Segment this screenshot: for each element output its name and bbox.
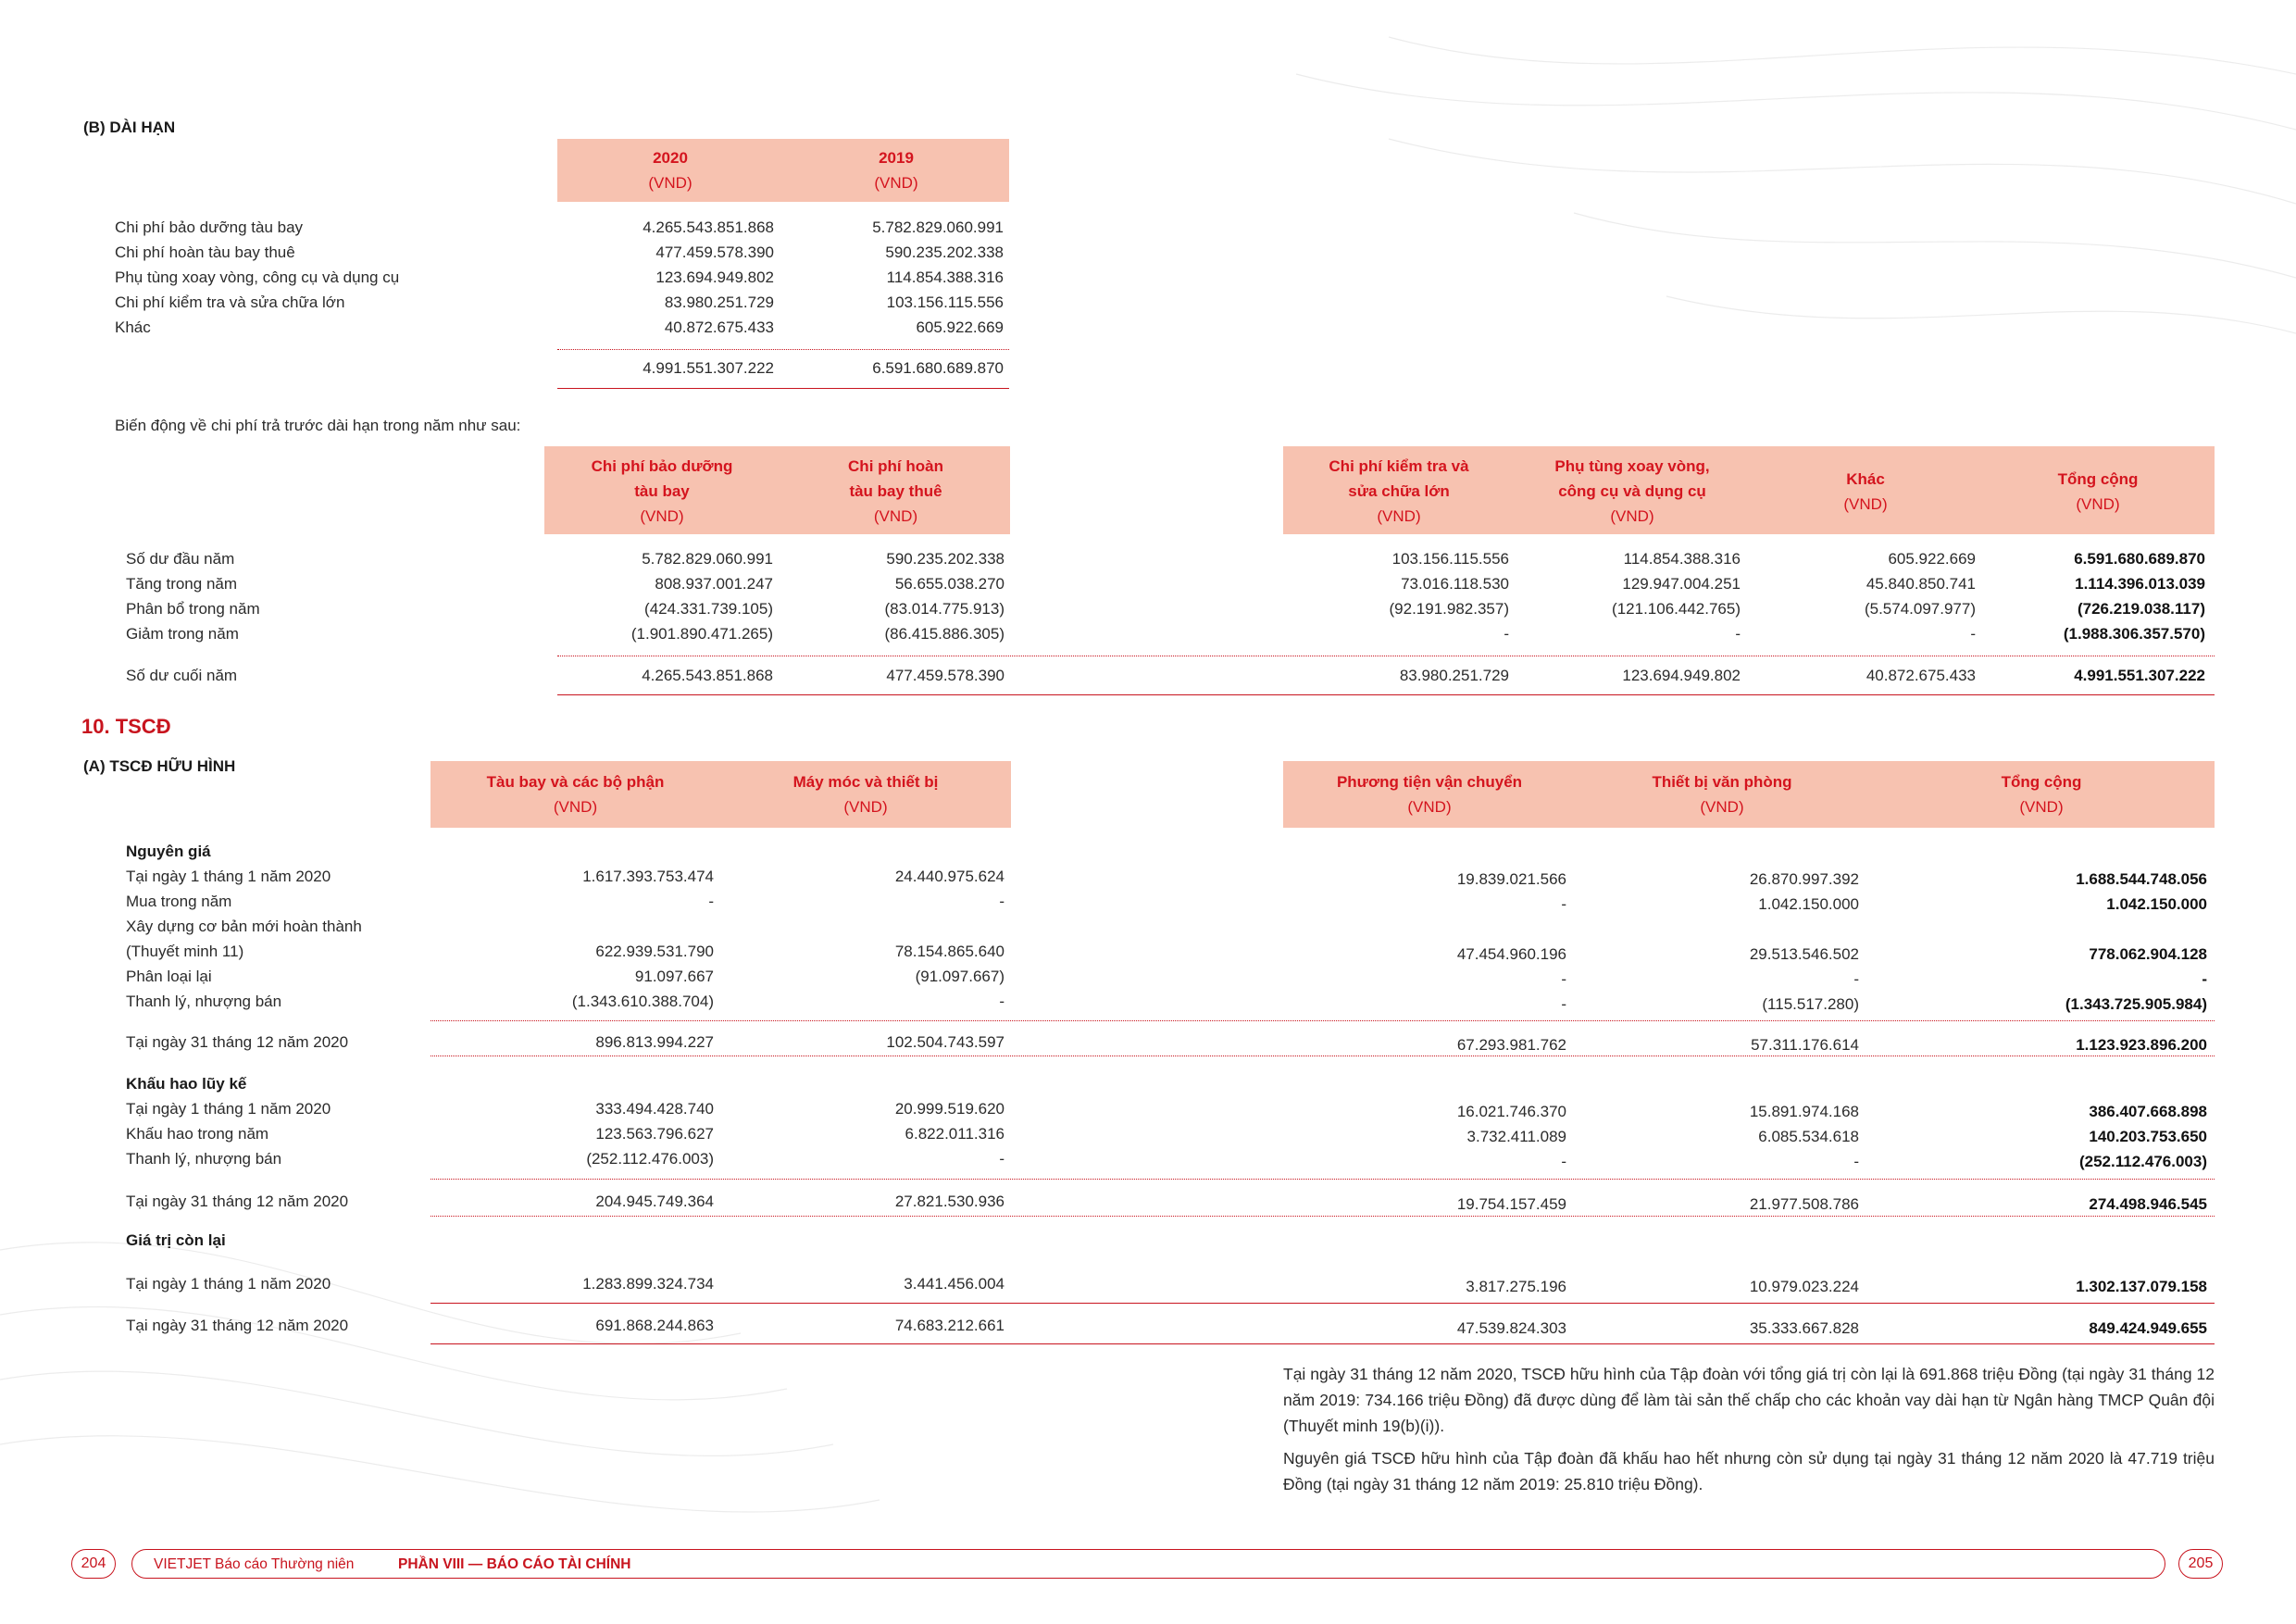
table1-row-label: Chi phí bảo dưỡng tàu bay [115, 219, 304, 236]
table-cell: 47.539.824.303 [1456, 1319, 1566, 1337]
table-cell: (83.014.775.913) [884, 600, 1004, 618]
table-cell: 1.283.899.324.734 [582, 1275, 714, 1293]
table1-cell: 4.265.543.851.868 [643, 219, 774, 236]
table-cell: 3.732.411.089 [1466, 1128, 1566, 1145]
table-row-label: Tại ngày 31 tháng 12 năm 2020 [126, 1193, 349, 1210]
table1-cell: 114.854.388.316 [886, 269, 1004, 286]
table-cell: 896.813.994.227 [595, 1033, 714, 1051]
table-cell: - [1561, 970, 1566, 988]
table-cell: (1.343.725.905.984) [2065, 995, 2207, 1013]
table-cell: 21.977.508.786 [1749, 1195, 1859, 1213]
table-cell: (1.901.890.471.265) [630, 625, 773, 643]
table3-header-aircraft: Tàu bay và các bộ phận (VND) [486, 773, 665, 816]
table-cell: 67.293.981.762 [1456, 1036, 1566, 1054]
table-cell: - [708, 893, 714, 910]
table-cell: - [1853, 1153, 1859, 1170]
section-b-title: (B) DÀI HẠN [83, 119, 176, 136]
table-cell: 1.688.544.748.056 [2076, 870, 2207, 888]
table-cell: 103.156.115.556 [1391, 550, 1509, 568]
table-cell: 605.922.669 [1888, 550, 1976, 568]
table-cell: (92.191.982.357) [1389, 600, 1509, 618]
table-cell: 6.591.680.689.870 [2074, 550, 2205, 568]
table2-header-inspection: Chi phí kiểm tra và sửa chữa lớn (VND) [1329, 457, 1469, 525]
table-cell: 114.854.388.316 [1623, 550, 1741, 568]
section10-title: 10. TSCĐ [81, 715, 171, 738]
table2-header-total: Tổng cộng (VND) [2057, 470, 2139, 513]
table-cell: 1.042.150.000 [2106, 895, 2207, 913]
table-cell: 6.085.534.618 [1758, 1128, 1859, 1145]
table-cell: 74.683.212.661 [894, 1317, 1004, 1334]
table2-closing-label: Số dư cuối năm [126, 667, 238, 684]
footer-section: PHẦN VIII — BÁO CÁO TÀI CHÍNH [398, 1556, 631, 1572]
table-row-label: Tại ngày 31 tháng 12 năm 2020 [126, 1033, 349, 1051]
table-cell: 1.114.396.013.039 [2075, 575, 2205, 593]
table-cell: 590.235.202.338 [886, 550, 1004, 568]
table-cell: 102.504.743.597 [886, 1033, 1004, 1051]
table-cell: 140.203.753.650 [2089, 1128, 2207, 1145]
footer-brand: VIETJET Báo cáo Thường niên [154, 1556, 355, 1572]
table-row-label: Xây dựng cơ bản mới hoàn thành [126, 918, 362, 935]
table3-group-nbv-title: Giá trị còn lại [126, 1231, 226, 1249]
table-cell: (424.331.739.105) [644, 600, 773, 618]
table-cell: 1.617.393.753.474 [582, 868, 714, 885]
table1-total-cell: 6.591.680.689.870 [872, 359, 1004, 377]
table-cell: (91.097.667) [915, 968, 1004, 985]
table-row-label: Tại ngày 1 tháng 1 năm 2020 [126, 1275, 331, 1293]
table3-dotted-rule [430, 1216, 2215, 1217]
table2-header-spare-parts: Phụ tùng xoay vòng, công cụ và dụng cụ (VND) [1554, 457, 1710, 525]
table1-row-label: Khác [115, 319, 151, 336]
table-cell: 204.945.749.364 [595, 1193, 714, 1210]
table-cell: 29.513.546.502 [1749, 945, 1859, 963]
table-cell: 26.870.997.392 [1749, 870, 1859, 888]
table1-cell: 605.922.669 [916, 319, 1004, 336]
table1-cell: 40.872.675.433 [664, 319, 774, 336]
table3-dotted-rule [430, 1020, 2215, 1021]
table1-cell: 590.235.202.338 [885, 244, 1004, 261]
table-cell: - [1853, 970, 1859, 988]
table3-dotted-rule [430, 1179, 2215, 1180]
table-cell: 10.979.023.224 [1749, 1278, 1859, 1295]
table1-header-2020: 2020 (VND) [648, 149, 693, 192]
table-cell: (1.988.306.357.570) [2063, 625, 2205, 643]
table-cell: 778.062.904.128 [2089, 945, 2207, 963]
table-cell: 3.441.456.004 [904, 1275, 1004, 1293]
table-cell: 19.839.021.566 [1456, 870, 1566, 888]
movement-intro: Biến động về chi phí trả trước dài hạn trong năm như sau: [115, 417, 521, 434]
table-cell: - [1561, 895, 1566, 913]
table-cell: 129.947.004.251 [1622, 575, 1741, 593]
table1-bottom-rule [557, 388, 1009, 389]
table-cell: 15.891.974.168 [1749, 1103, 1859, 1120]
table2-bottom-rule [557, 694, 2215, 695]
table-cell: (121.106.442.765) [1612, 600, 1741, 618]
table-cell: 40.872.675.433 [1866, 667, 1976, 684]
table3-header-office: Thiết bị văn phòng (VND) [1652, 773, 1792, 816]
table-cell: 1.123.923.896.200 [2076, 1036, 2207, 1054]
table1-row-label: Phụ tùng xoay vòng, công cụ và dụng cụ [115, 269, 400, 286]
table-cell: 6.822.011.316 [905, 1125, 1004, 1143]
table-cell: 123.563.796.627 [595, 1125, 714, 1143]
table-row-label: Tại ngày 31 tháng 12 năm 2020 [126, 1317, 349, 1334]
table2-header-other: Khác (VND) [1843, 470, 1888, 513]
table1-row-label: Chi phí kiểm tra và sửa chữa lớn [115, 294, 345, 311]
table-cell: 5.782.829.060.991 [642, 550, 773, 568]
table1-total-cell: 4.991.551.307.222 [643, 359, 774, 377]
table-cell: - [999, 993, 1004, 1010]
table-row-label: Phân loại lại [126, 968, 212, 985]
table-cell: 19.754.157.459 [1456, 1195, 1566, 1213]
table1-cell: 103.156.115.556 [886, 294, 1004, 311]
table1-cell: 477.459.578.390 [655, 244, 774, 261]
table-cell: - [2202, 970, 2207, 988]
table-cell: 849.424.949.655 [2089, 1319, 2207, 1337]
table-cell: 78.154.865.640 [894, 943, 1004, 960]
table3-group-depreciation-title: Khấu hao lũy kế [126, 1075, 247, 1093]
table3-bottom-rule [430, 1343, 2215, 1344]
table-cell: 83.980.251.729 [1399, 667, 1509, 684]
table-row-label: (Thuyết minh 11) [126, 943, 244, 960]
table-cell: - [1504, 625, 1509, 643]
table-cell: 73.016.118.530 [1401, 575, 1509, 593]
table-cell: 808.937.001.247 [655, 575, 773, 593]
table3-group-cost-title: Nguyên giá [126, 843, 211, 860]
table-row-label: Phân bổ trong năm [126, 600, 260, 618]
table-cell: (86.415.886.305) [884, 625, 1004, 643]
table-cell: - [999, 1150, 1004, 1168]
table-cell: 274.498.946.545 [2089, 1195, 2207, 1213]
note-paragraph-2: Nguyên giá TSCĐ hữu hình của Tập đoàn đã khấu hao hết nhưng còn sử dụng tại ngày 31 tháng 12 năm 2020 là 47.719 triệu Đồng (tại ngày 31 tháng 12 năm 2019: 25.810 triệu Đồng). [1283, 1449, 2215, 1493]
table-cell: 386.407.668.898 [2089, 1103, 2207, 1120]
page-number-right: 205 [2178, 1549, 2223, 1579]
table3-rule [430, 1303, 2215, 1304]
table-cell: (115.517.280) [1762, 995, 1859, 1013]
table-row-label: Thanh lý, nhượng bán [126, 1150, 282, 1168]
table-cell: (5.574.097.977) [1864, 600, 1976, 618]
table1-dotted-rule [557, 349, 1009, 350]
section-a-title: (A) TSCĐ HỮU HÌNH [83, 757, 236, 775]
table1-header-2019: 2019 (VND) [874, 149, 918, 192]
table-cell: (1.343.610.388.704) [571, 993, 714, 1010]
table1-row-label: Chi phí hoàn tàu bay thuê [115, 244, 295, 261]
table2-header-maintenance: Chi phí bảo dưỡng tàu bay (VND) [591, 457, 733, 525]
table-cell: - [999, 893, 1004, 910]
note-paragraph-1: Tại ngày 31 tháng 12 năm 2020, TSCĐ hữu hình của Tập đoàn với tổng giá trị còn lại là 691.868 triệu Đồng (tại ngày 31 tháng 12 năm 2019: 734.166 triệu Đồng) đã được dùng để làm tài sản thế chấp cho các khoản vay dài hạn từ Ngân hàng TMCP Quân đội (Thuyết minh 19(b)(i)). [1283, 1365, 2215, 1435]
table-cell: - [1561, 1153, 1566, 1170]
table-cell: - [1561, 995, 1566, 1013]
table-cell: 3.817.275.196 [1466, 1278, 1566, 1295]
table-cell: 24.440.975.624 [894, 868, 1004, 885]
table-cell: 20.999.519.620 [894, 1100, 1004, 1118]
table3-header-vehicles: Phương tiện vận chuyển (VND) [1336, 773, 1523, 816]
table-row-label: Tăng trong năm [126, 575, 238, 593]
table-cell: 1.042.150.000 [1758, 895, 1859, 913]
table-cell: 4.991.551.307.222 [2074, 667, 2205, 684]
table-cell: (252.112.476.003) [2078, 1153, 2207, 1170]
table-cell: (252.112.476.003) [586, 1150, 714, 1168]
table-cell: 622.939.531.790 [595, 943, 714, 960]
table-cell: 477.459.578.390 [886, 667, 1004, 684]
table-row-label: Tại ngày 1 tháng 1 năm 2020 [126, 868, 331, 885]
table-cell: 333.494.428.740 [595, 1100, 714, 1118]
table-row-label: Khấu hao trong năm [126, 1125, 269, 1143]
table-cell: 1.302.137.079.158 [2076, 1278, 2207, 1295]
table-cell: 91.097.667 [634, 968, 714, 985]
table-row-label: Giảm trong năm [126, 625, 239, 643]
table-cell: (726.219.038.117) [2077, 600, 2205, 618]
page-number-left: 204 [71, 1549, 116, 1579]
table2-header-lease-return: Chi phí hoàn tàu bay thuê (VND) [848, 457, 943, 525]
table-cell: - [1735, 625, 1741, 643]
table-row-label: Số dư đầu năm [126, 550, 235, 568]
table-cell: - [1970, 625, 1976, 643]
table-cell: 27.821.530.936 [894, 1193, 1004, 1210]
table1-cell: 5.782.829.060.991 [872, 219, 1004, 236]
table1-cell: 83.980.251.729 [664, 294, 774, 311]
table-row-label: Mua trong năm [126, 893, 232, 910]
table-cell: 691.868.244.863 [595, 1317, 714, 1334]
table-row-label: Thanh lý, nhượng bán [126, 993, 282, 1010]
table-cell: 4.265.543.851.868 [642, 667, 773, 684]
table-cell: 16.021.746.370 [1456, 1103, 1566, 1120]
table3-header-total: Tổng cộng (VND) [2001, 773, 2082, 816]
table-cell: 47.454.960.196 [1456, 945, 1566, 963]
table-cell: 45.840.850.741 [1866, 575, 1976, 593]
table1-cell: 123.694.949.802 [655, 269, 774, 286]
table-cell: 123.694.949.802 [1622, 667, 1741, 684]
table-cell: 57.311.176.614 [1751, 1036, 1859, 1054]
table-cell: 56.655.038.270 [894, 575, 1004, 593]
table-row-label: Tại ngày 1 tháng 1 năm 2020 [126, 1100, 331, 1118]
table3-header-machinery: Máy móc và thiết bị (VND) [792, 773, 939, 816]
table-cell: 35.333.667.828 [1749, 1319, 1859, 1337]
